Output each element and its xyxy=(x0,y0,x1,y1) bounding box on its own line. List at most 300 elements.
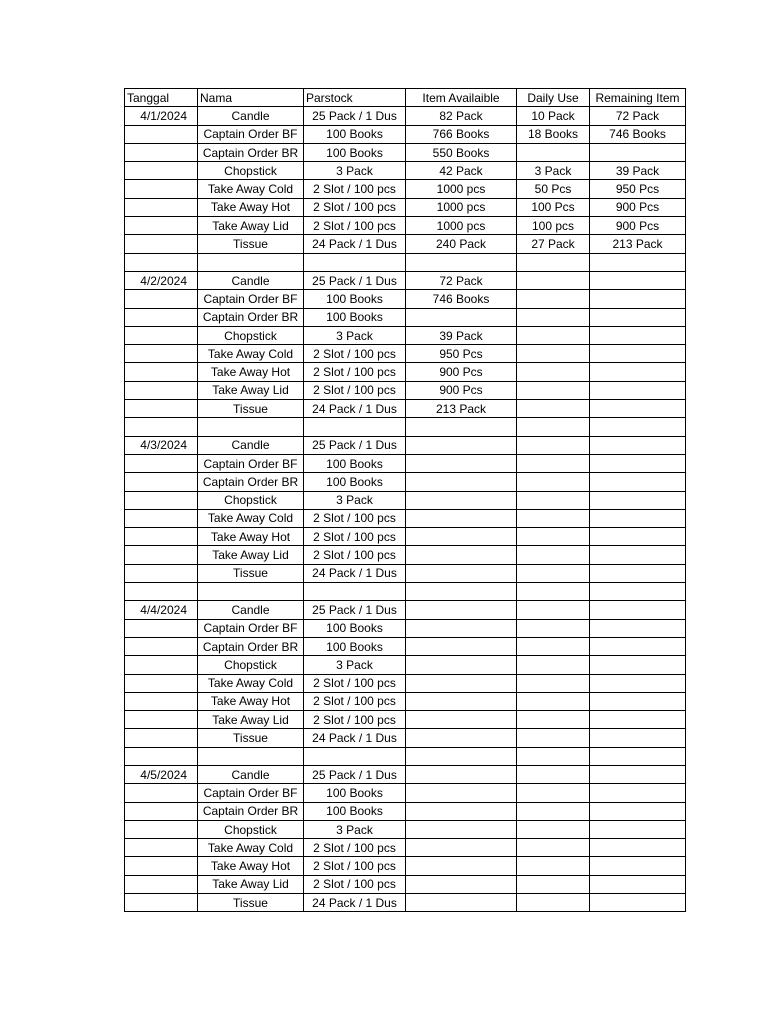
remaining-item-cell xyxy=(590,674,686,692)
table-row xyxy=(125,454,686,472)
item-available-cell xyxy=(406,509,517,527)
remaining-item-cell xyxy=(590,601,686,619)
header-nama: Nama xyxy=(198,89,304,107)
daily-use-cell xyxy=(517,765,590,783)
remaining-item-cell xyxy=(590,491,686,509)
tanggal-cell xyxy=(125,729,198,747)
item-available-cell xyxy=(406,711,517,729)
nama-cell: Candle xyxy=(198,271,304,289)
nama-cell: Take Away Hot xyxy=(198,363,304,381)
table-row xyxy=(125,820,686,838)
daily-use-cell xyxy=(517,564,590,582)
remaining-item-cell xyxy=(590,509,686,527)
tanggal-cell xyxy=(125,198,198,216)
parstock-cell: 2 Slot / 100 pcs xyxy=(304,217,406,235)
table-row xyxy=(125,198,686,216)
remaining-item-cell xyxy=(590,400,686,418)
table-row xyxy=(125,619,686,637)
item-available-cell xyxy=(406,692,517,710)
remaining-item-cell xyxy=(590,784,686,802)
item-available-cell xyxy=(406,308,517,326)
item-available-cell xyxy=(406,637,517,655)
remaining-item-cell xyxy=(590,875,686,893)
item-available-cell xyxy=(406,619,517,637)
tanggal-cell xyxy=(125,308,198,326)
tanggal-cell xyxy=(125,125,198,143)
nama-cell: Captain Order BF xyxy=(198,290,304,308)
remaining-item-cell xyxy=(590,143,686,161)
empty-cell xyxy=(590,253,686,271)
tanggal-cell: 4/4/2024 xyxy=(125,601,198,619)
tanggal-cell xyxy=(125,692,198,710)
table-row xyxy=(125,473,686,491)
daily-use-cell xyxy=(517,290,590,308)
table-row xyxy=(125,363,686,381)
tanggal-cell xyxy=(125,894,198,912)
daily-use-cell: 100 pcs xyxy=(517,217,590,235)
empty-cell xyxy=(517,583,590,601)
parstock-cell: 2 Slot / 100 pcs xyxy=(304,180,406,198)
empty-cell xyxy=(198,747,304,765)
parstock-cell: 2 Slot / 100 pcs xyxy=(304,711,406,729)
nama-cell: Captain Order BF xyxy=(198,125,304,143)
parstock-cell: 2 Slot / 100 pcs xyxy=(304,857,406,875)
tanggal-cell xyxy=(125,674,198,692)
table-row xyxy=(125,857,686,875)
item-available-cell xyxy=(406,491,517,509)
tanggal-cell xyxy=(125,509,198,527)
table-row xyxy=(125,436,686,454)
parstock-cell: 3 Pack xyxy=(304,162,406,180)
table-row xyxy=(125,564,686,582)
parstock-cell: 100 Books xyxy=(304,637,406,655)
daily-use-cell xyxy=(517,528,590,546)
item-available-cell: 213 Pack xyxy=(406,400,517,418)
daily-use-cell xyxy=(517,656,590,674)
parstock-cell: 3 Pack xyxy=(304,491,406,509)
empty-cell xyxy=(517,747,590,765)
remaining-item-cell xyxy=(590,473,686,491)
item-available-cell: 72 Pack xyxy=(406,271,517,289)
parstock-cell: 25 Pack / 1 Dus xyxy=(304,436,406,454)
remaining-item-cell xyxy=(590,656,686,674)
daily-use-cell xyxy=(517,308,590,326)
blank-row xyxy=(125,747,686,765)
parstock-cell: 25 Pack / 1 Dus xyxy=(304,765,406,783)
nama-cell: Chopstick xyxy=(198,656,304,674)
tanggal-cell xyxy=(125,802,198,820)
item-available-cell: 1000 pcs xyxy=(406,180,517,198)
remaining-item-cell xyxy=(590,729,686,747)
daily-use-cell xyxy=(517,674,590,692)
remaining-item-cell xyxy=(590,692,686,710)
nama-cell: Tissue xyxy=(198,235,304,253)
header-item-available: Item Availaible xyxy=(406,89,517,107)
empty-cell xyxy=(517,418,590,436)
item-available-cell xyxy=(406,729,517,747)
remaining-item-cell: 900 Pcs xyxy=(590,217,686,235)
tanggal-cell: 4/5/2024 xyxy=(125,765,198,783)
nama-cell: Chopstick xyxy=(198,162,304,180)
remaining-item-cell xyxy=(590,381,686,399)
daily-use-cell: 18 Books xyxy=(517,125,590,143)
item-available-cell: 746 Books xyxy=(406,290,517,308)
remaining-item-cell: 213 Pack xyxy=(590,235,686,253)
table-row xyxy=(125,345,686,363)
empty-cell xyxy=(125,418,198,436)
remaining-item-cell xyxy=(590,711,686,729)
table-row xyxy=(125,528,686,546)
empty-cell xyxy=(406,747,517,765)
parstock-cell: 3 Pack xyxy=(304,820,406,838)
item-available-cell: 950 Pcs xyxy=(406,345,517,363)
table-row xyxy=(125,784,686,802)
nama-cell: Take Away Hot xyxy=(198,692,304,710)
table-row xyxy=(125,162,686,180)
nama-cell: Tissue xyxy=(198,729,304,747)
header-row xyxy=(125,89,686,107)
tanggal-cell xyxy=(125,345,198,363)
remaining-item-cell xyxy=(590,363,686,381)
remaining-item-cell xyxy=(590,619,686,637)
parstock-cell: 25 Pack / 1 Dus xyxy=(304,107,406,125)
daily-use-cell: 10 Pack xyxy=(517,107,590,125)
item-available-cell: 1000 pcs xyxy=(406,217,517,235)
empty-cell xyxy=(304,747,406,765)
daily-use-cell xyxy=(517,784,590,802)
daily-use-cell xyxy=(517,381,590,399)
remaining-item-cell xyxy=(590,546,686,564)
header-parstock: Parstock xyxy=(304,89,406,107)
daily-use-cell xyxy=(517,729,590,747)
table-row xyxy=(125,381,686,399)
table-row xyxy=(125,235,686,253)
remaining-item-cell: 900 Pcs xyxy=(590,198,686,216)
item-available-cell xyxy=(406,894,517,912)
item-available-cell xyxy=(406,454,517,472)
remaining-item-cell xyxy=(590,528,686,546)
nama-cell: Captain Order BR xyxy=(198,308,304,326)
nama-cell: Take Away Lid xyxy=(198,381,304,399)
empty-cell xyxy=(198,418,304,436)
table-row xyxy=(125,802,686,820)
tanggal-cell xyxy=(125,820,198,838)
nama-cell: Captain Order BR xyxy=(198,637,304,655)
parstock-cell: 24 Pack / 1 Dus xyxy=(304,729,406,747)
parstock-cell: 100 Books xyxy=(304,125,406,143)
item-available-cell: 900 Pcs xyxy=(406,381,517,399)
daily-use-cell: 100 Pcs xyxy=(517,198,590,216)
table-row xyxy=(125,729,686,747)
remaining-item-cell xyxy=(590,290,686,308)
tanggal-cell: 4/2/2024 xyxy=(125,271,198,289)
daily-use-cell xyxy=(517,875,590,893)
empty-cell xyxy=(125,747,198,765)
nama-cell: Take Away Lid xyxy=(198,217,304,235)
table-row xyxy=(125,271,686,289)
remaining-item-cell xyxy=(590,839,686,857)
tanggal-cell xyxy=(125,235,198,253)
parstock-cell: 100 Books xyxy=(304,802,406,820)
item-available-cell xyxy=(406,839,517,857)
tanggal-cell xyxy=(125,637,198,655)
remaining-item-cell xyxy=(590,765,686,783)
item-available-cell xyxy=(406,601,517,619)
empty-cell xyxy=(590,747,686,765)
daily-use-cell xyxy=(517,601,590,619)
daily-use-cell xyxy=(517,400,590,418)
parstock-cell: 100 Books xyxy=(304,454,406,472)
remaining-item-cell xyxy=(590,436,686,454)
item-available-cell xyxy=(406,857,517,875)
nama-cell: Candle xyxy=(198,601,304,619)
parstock-cell: 3 Pack xyxy=(304,326,406,344)
nama-cell: Take Away Hot xyxy=(198,198,304,216)
empty-cell xyxy=(125,583,198,601)
daily-use-cell: 27 Pack xyxy=(517,235,590,253)
nama-cell: Take Away Cold xyxy=(198,839,304,857)
tanggal-cell xyxy=(125,546,198,564)
item-available-cell: 766 Books xyxy=(406,125,517,143)
empty-cell xyxy=(125,253,198,271)
table-row xyxy=(125,601,686,619)
nama-cell: Captain Order BR xyxy=(198,143,304,161)
table-row xyxy=(125,637,686,655)
parstock-cell: 2 Slot / 100 pcs xyxy=(304,546,406,564)
table-row xyxy=(125,143,686,161)
remaining-item-cell: 72 Pack xyxy=(590,107,686,125)
header-tanggal: Tanggal xyxy=(125,89,198,107)
daily-use-cell xyxy=(517,619,590,637)
nama-cell: Candle xyxy=(198,765,304,783)
empty-cell xyxy=(406,583,517,601)
nama-cell: Captain Order BF xyxy=(198,784,304,802)
remaining-item-cell xyxy=(590,802,686,820)
item-available-cell xyxy=(406,802,517,820)
daily-use-cell xyxy=(517,473,590,491)
nama-cell: Take Away Lid xyxy=(198,546,304,564)
remaining-item-cell: 746 Books xyxy=(590,125,686,143)
parstock-cell: 100 Books xyxy=(304,784,406,802)
nama-cell: Candle xyxy=(198,436,304,454)
nama-cell: Captain Order BF xyxy=(198,619,304,637)
table-row xyxy=(125,180,686,198)
daily-use-cell xyxy=(517,509,590,527)
item-available-cell xyxy=(406,875,517,893)
table-row xyxy=(125,326,686,344)
table-row xyxy=(125,400,686,418)
remaining-item-cell xyxy=(590,894,686,912)
parstock-cell: 2 Slot / 100 pcs xyxy=(304,692,406,710)
empty-cell xyxy=(590,418,686,436)
parstock-cell: 100 Books xyxy=(304,473,406,491)
nama-cell: Tissue xyxy=(198,564,304,582)
table-row xyxy=(125,125,686,143)
nama-cell: Tissue xyxy=(198,894,304,912)
daily-use-cell xyxy=(517,271,590,289)
parstock-cell: 2 Slot / 100 pcs xyxy=(304,674,406,692)
parstock-cell: 2 Slot / 100 pcs xyxy=(304,839,406,857)
tanggal-cell xyxy=(125,711,198,729)
item-available-cell xyxy=(406,784,517,802)
tanggal-cell xyxy=(125,400,198,418)
tanggal-cell xyxy=(125,528,198,546)
empty-cell xyxy=(406,418,517,436)
nama-cell: Captain Order BR xyxy=(198,802,304,820)
table-row xyxy=(125,217,686,235)
item-available-cell: 39 Pack xyxy=(406,326,517,344)
remaining-item-cell xyxy=(590,637,686,655)
remaining-item-cell xyxy=(590,564,686,582)
table-row xyxy=(125,875,686,893)
daily-use-cell xyxy=(517,491,590,509)
table-row xyxy=(125,491,686,509)
daily-use-cell xyxy=(517,546,590,564)
nama-cell: Captain Order BF xyxy=(198,454,304,472)
parstock-cell: 24 Pack / 1 Dus xyxy=(304,235,406,253)
remaining-item-cell xyxy=(590,345,686,363)
parstock-cell: 24 Pack / 1 Dus xyxy=(304,400,406,418)
tanggal-cell xyxy=(125,564,198,582)
item-available-cell xyxy=(406,674,517,692)
daily-use-cell xyxy=(517,802,590,820)
parstock-cell: 2 Slot / 100 pcs xyxy=(304,345,406,363)
tanggal-cell xyxy=(125,454,198,472)
remaining-item-cell xyxy=(590,326,686,344)
tanggal-cell xyxy=(125,839,198,857)
remaining-item-cell: 950 Pcs xyxy=(590,180,686,198)
parstock-cell: 2 Slot / 100 pcs xyxy=(304,198,406,216)
remaining-item-cell xyxy=(590,857,686,875)
parstock-cell: 3 Pack xyxy=(304,656,406,674)
nama-cell: Take Away Cold xyxy=(198,345,304,363)
daily-use-cell xyxy=(517,363,590,381)
daily-use-cell: 50 Pcs xyxy=(517,180,590,198)
nama-cell: Take Away Cold xyxy=(198,674,304,692)
empty-cell xyxy=(406,253,517,271)
empty-cell xyxy=(198,253,304,271)
nama-cell: Candle xyxy=(198,107,304,125)
blank-row xyxy=(125,253,686,271)
parstock-cell: 24 Pack / 1 Dus xyxy=(304,894,406,912)
parstock-cell: 25 Pack / 1 Dus xyxy=(304,271,406,289)
daily-use-cell xyxy=(517,143,590,161)
tanggal-cell xyxy=(125,491,198,509)
item-available-cell: 550 Books xyxy=(406,143,517,161)
header-remaining-item: Remaining Item xyxy=(590,89,686,107)
parstock-cell: 2 Slot / 100 pcs xyxy=(304,509,406,527)
item-available-cell xyxy=(406,564,517,582)
table-row xyxy=(125,674,686,692)
table-row xyxy=(125,546,686,564)
daily-use-cell xyxy=(517,436,590,454)
tanggal-cell xyxy=(125,143,198,161)
nama-cell: Chopstick xyxy=(198,491,304,509)
nama-cell: Take Away Cold xyxy=(198,509,304,527)
nama-cell: Chopstick xyxy=(198,326,304,344)
table-row xyxy=(125,894,686,912)
empty-cell xyxy=(304,583,406,601)
remaining-item-cell xyxy=(590,271,686,289)
tanggal-cell: 4/1/2024 xyxy=(125,107,198,125)
parstock-cell: 100 Books xyxy=(304,143,406,161)
parstock-cell: 2 Slot / 100 pcs xyxy=(304,528,406,546)
parstock-cell: 2 Slot / 100 pcs xyxy=(304,363,406,381)
item-available-cell: 82 Pack xyxy=(406,107,517,125)
blank-row xyxy=(125,418,686,436)
nama-cell: Take Away Cold xyxy=(198,180,304,198)
tanggal-cell xyxy=(125,180,198,198)
tanggal-cell xyxy=(125,473,198,491)
item-available-cell xyxy=(406,473,517,491)
daily-use-cell xyxy=(517,820,590,838)
table-row xyxy=(125,692,686,710)
item-available-cell xyxy=(406,656,517,674)
daily-use-cell xyxy=(517,326,590,344)
nama-cell: Chopstick xyxy=(198,820,304,838)
tanggal-cell xyxy=(125,857,198,875)
tanggal-cell xyxy=(125,363,198,381)
table-row xyxy=(125,290,686,308)
item-available-cell: 1000 pcs xyxy=(406,198,517,216)
parstock-cell: 2 Slot / 100 pcs xyxy=(304,381,406,399)
daily-use-cell xyxy=(517,637,590,655)
nama-cell: Take Away Hot xyxy=(198,528,304,546)
daily-use-cell xyxy=(517,692,590,710)
tanggal-cell xyxy=(125,619,198,637)
table-body xyxy=(125,107,686,912)
table-row xyxy=(125,765,686,783)
table-row xyxy=(125,711,686,729)
item-available-cell xyxy=(406,820,517,838)
daily-use-cell xyxy=(517,839,590,857)
parstock-cell: 100 Books xyxy=(304,619,406,637)
remaining-item-cell xyxy=(590,308,686,326)
tanggal-cell xyxy=(125,656,198,674)
daily-use-cell: 3 Pack xyxy=(517,162,590,180)
daily-use-cell xyxy=(517,345,590,363)
header-daily-use: Daily Use xyxy=(517,89,590,107)
table-row xyxy=(125,839,686,857)
empty-cell xyxy=(590,583,686,601)
nama-cell: Take Away Lid xyxy=(198,875,304,893)
item-available-cell xyxy=(406,436,517,454)
table-row xyxy=(125,107,686,125)
item-available-cell: 240 Pack xyxy=(406,235,517,253)
tanggal-cell xyxy=(125,381,198,399)
inventory-table xyxy=(124,88,686,912)
daily-use-cell xyxy=(517,894,590,912)
table-row xyxy=(125,656,686,674)
tanggal-cell xyxy=(125,875,198,893)
blank-row xyxy=(125,583,686,601)
parstock-cell: 100 Books xyxy=(304,290,406,308)
item-available-cell xyxy=(406,546,517,564)
remaining-item-cell xyxy=(590,454,686,472)
tanggal-cell xyxy=(125,784,198,802)
tanggal-cell xyxy=(125,217,198,235)
item-available-cell: 42 Pack xyxy=(406,162,517,180)
empty-cell xyxy=(517,253,590,271)
item-available-cell: 900 Pcs xyxy=(406,363,517,381)
table-row xyxy=(125,308,686,326)
tanggal-cell: 4/3/2024 xyxy=(125,436,198,454)
parstock-cell: 100 Books xyxy=(304,308,406,326)
empty-cell xyxy=(198,583,304,601)
tanggal-cell xyxy=(125,326,198,344)
table-row xyxy=(125,509,686,527)
nama-cell: Tissue xyxy=(198,400,304,418)
